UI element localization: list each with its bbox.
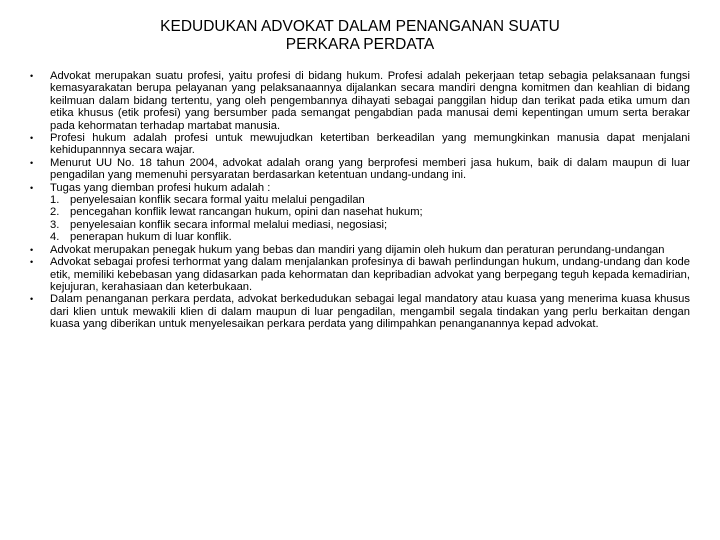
list-item	[30, 132, 690, 157]
list-item-text: Menurut UU No. 18 tahun 2004, advokat adalah orang yang berprofesi memberi jasa hukum, baik di dalam maupun di luar pengadilan yang memenuhi persyaratan berdasarkan ketentuan undang-undang ini.	[50, 156, 690, 182]
numbered-item-text: penyelesaian konflik secara formal yaitu melalui pengadilan	[70, 194, 365, 207]
item-number: 2.	[50, 206, 60, 219]
list-item-text: Profesi hukum adalah profesi untuk mewujudkan ketertiban berkeadilan yang memungkinkan manusia dapat menjalani kehidupannnya secara wajar.	[50, 132, 690, 157]
bullet-icon: •	[30, 257, 34, 268]
bullet-list	[30, 70, 690, 331]
bullet-icon: •	[30, 157, 34, 168]
list-item	[30, 157, 690, 182]
bullet-icon: •	[30, 244, 34, 255]
list-item	[30, 293, 690, 330]
numbered-item	[30, 231, 690, 243]
bullet-icon: •	[30, 71, 34, 81]
list-item-text: Dalam penanganan perkara perdata, advokat berkedudukan sebagai legal mandatory atau kuasa yang menerima kuasa khusus dari klien untuk mewakili klien di dalam maupun di luar pengadilan, mengambil segala tindakan yang perlu berkaitan dengan kuasa yang diberikan untuk menyelesaikan perkara perdata yang dilimpahkan penanganannya kepad advokat.	[50, 293, 690, 331]
numbered-item	[30, 194, 690, 206]
list-item-text: Advokat merupakan suatu profesi, yaitu profesi di bidang hukum. Profesi adalah pekerjaan tetap sebagia pelaksanaan fungsi kemasyarakatan berupa pelayanan yang pelaksanaannya dijalankan secara mandiri dengna komitmen dan keahlian di bidang keilmuan dalam bidang tertentu, yang oleh pengembannya dihayati sebagai panggilan hidup dan terikat pada etika umum dan etika khusus (etik profesi) yang bersumber pada semangat pengabdian pada manusai demi kepentingan umum serta berakar pada kehormatan terhadap martabat manusia.	[50, 70, 690, 132]
list-item	[30, 256, 690, 293]
numbered-item-text: penyelesaian konflik secara informal melalui mediasi, negosiasi;	[70, 218, 388, 231]
numbered-item-text: pencegahan konflik lewat rancangan hukum, opini dan nasehat hukum;	[70, 206, 423, 219]
bullet-icon: •	[30, 294, 34, 305]
numbered-item	[30, 206, 690, 218]
bullet-icon: •	[30, 133, 34, 144]
list-item	[30, 70, 690, 132]
list-item-text: Tugas yang diemban profesi hukum adalah :	[50, 181, 271, 194]
item-number: 4.	[50, 231, 60, 244]
numbered-item-text: penerapan hukum di luar konflik.	[70, 231, 232, 244]
list-item	[30, 182, 690, 194]
title-line-1: KEDUDUKAN ADVOKAT DALAM PENANGANAN SUATU	[160, 18, 560, 35]
list-item	[30, 244, 690, 256]
item-number: 3.	[50, 218, 60, 231]
title-line-2: PERKARA PERDATA	[285, 36, 435, 53]
bullet-icon: •	[30, 182, 34, 193]
page-title	[60, 18, 660, 54]
numbered-item	[30, 219, 690, 231]
list-item-text: Advokat sebagai profesi terhormat yang dalam menjalankan profesinya di bawah perlindungan hukum, undang-undang dan kode etik, memiliki kebebasan yang didasarkan pada kehormatan dan kepribadian advokat yang berpegang teguh kepada kemadirian, kejujuran, kerahasiaan dan keterbukaan.	[50, 256, 690, 293]
list-item-text: Advokat merupakan penegak hukum yang bebas dan mandiri yang dijamin oleh hukum dan peraturan perundang-undangan	[50, 243, 665, 256]
item-number: 1.	[50, 194, 60, 207]
